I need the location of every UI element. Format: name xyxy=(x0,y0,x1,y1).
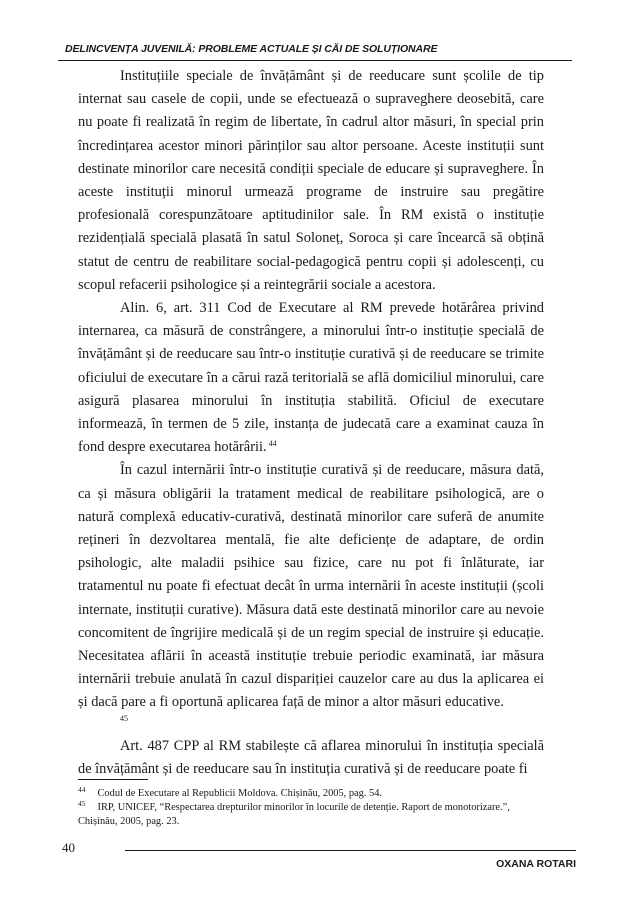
paragraph-1: Instituțiile speciale de învățământ și de reeducare sunt școlile de tip internat sau casele de copii, unde se efectuează o supraveghere deosebită, care nu poate fi realizată în regim de libertate, în cadrul altor măsuri, în special prin încredințarea acestor minori părinților sau altor persoane. Aceste instituții sunt destinate minorilor care necesită condiții speciale de educare și supraveghere. În aceste instituții minorul urmează programe de instruire sau pregătire profesională corespunzătoare aptitudinilor sale. În RM există o instituție rezidențială specială plasată în satul Soloneț, Soroca și care încearcă să obțină statut de centru de reabilitare social-pedagogică pentru copii și adolescenți, cu scopul refacerii psihologice și a reintegrării sociale a acestora. xyxy=(78,68,544,293)
body-text xyxy=(78,65,544,781)
footnote-44 xyxy=(78,787,544,801)
header-rule xyxy=(58,60,572,61)
footnote-45 xyxy=(78,801,544,829)
footnote-number: 45 xyxy=(78,799,86,808)
footnote-ref-44[interactable]: 44 xyxy=(268,439,277,449)
footer-rule xyxy=(125,850,576,851)
paragraph-3 xyxy=(78,459,544,724)
footnote-ref-45[interactable]: 45 xyxy=(120,713,128,723)
footnote-number: 44 xyxy=(78,785,86,794)
footnote-rule xyxy=(78,779,148,780)
running-title: DELINCVENȚA JUVENILĂ: PROBLEME ACTUALE ȘI CĂI DE SOLUȚIONARE xyxy=(65,43,438,55)
paragraph-2 xyxy=(78,297,544,459)
paragraph-4: Art. 487 CPP al RM stabilește că aflarea minorului în instituția specială de învățământ și de reeducare sau în instituția curativă și de reeducare poate fi xyxy=(78,737,544,777)
footnote-text: Codul de Executare al Republicii Moldova. Chișinău, 2005, pag. 54. xyxy=(97,788,383,799)
paragraph-2-text: Alin. 6, art. 311 Cod de Executare al RM prevede hotărârea privind internarea, ca măsură de constrângere, a minorului într-o instituție specială de învățământ și de reeducare sau într-o instituție curativă și de reeducare se trimite oficiului de executare în a cărui rază teritorială se află domiciliul minorului, care asigură plasarea minorului în instituția stabilită. Oficiul de executare informează, în termen de 5 zile, instanța de judecată care a examinat cauza în fond despre executarea hotărârii. xyxy=(78,300,544,456)
page-number: 40 xyxy=(62,840,75,855)
footnote-text: IRP, UNICEF, “Respectarea drepturilor minorilor în locurile de detenție. Raport de monotorizare.”, Chișinău, 2005, pag. 23. xyxy=(78,802,510,827)
author-name: OXANA ROTARI xyxy=(496,858,576,870)
paragraph-3-text: În cazul internării într-o instituție curativă și de reeducare, măsura dată, ca și măsura obligării la tratament medical de reabilitare psihologică, are o natură complexă educativ-curativă, destinată minorilor care suferă de anumite rețineri în dezvoltarea mentală, fie alte deficiențe de adaptare, de ordin psihologic, alte maladii psihice sau fizice, care nu pot fi înlăturate, iar tratamentul nu poate fi efectuat decât în urma internării în aceste instituții (școli internate, instituții curative). Măsura dată este destinată minorilor care au nevoie concomitent de îngrijire medicală și de un regim special de instruire și educație. Necesitatea aflării în această instituție trebuie periodic examinată, iar măsura internării trebuie anulată în cazul dispariției cauzelor care au dus la aplicarea ei și dacă pare a fi oportună aplicarea față de minor a altor măsuri educative. xyxy=(78,462,544,711)
footnotes xyxy=(78,787,544,829)
